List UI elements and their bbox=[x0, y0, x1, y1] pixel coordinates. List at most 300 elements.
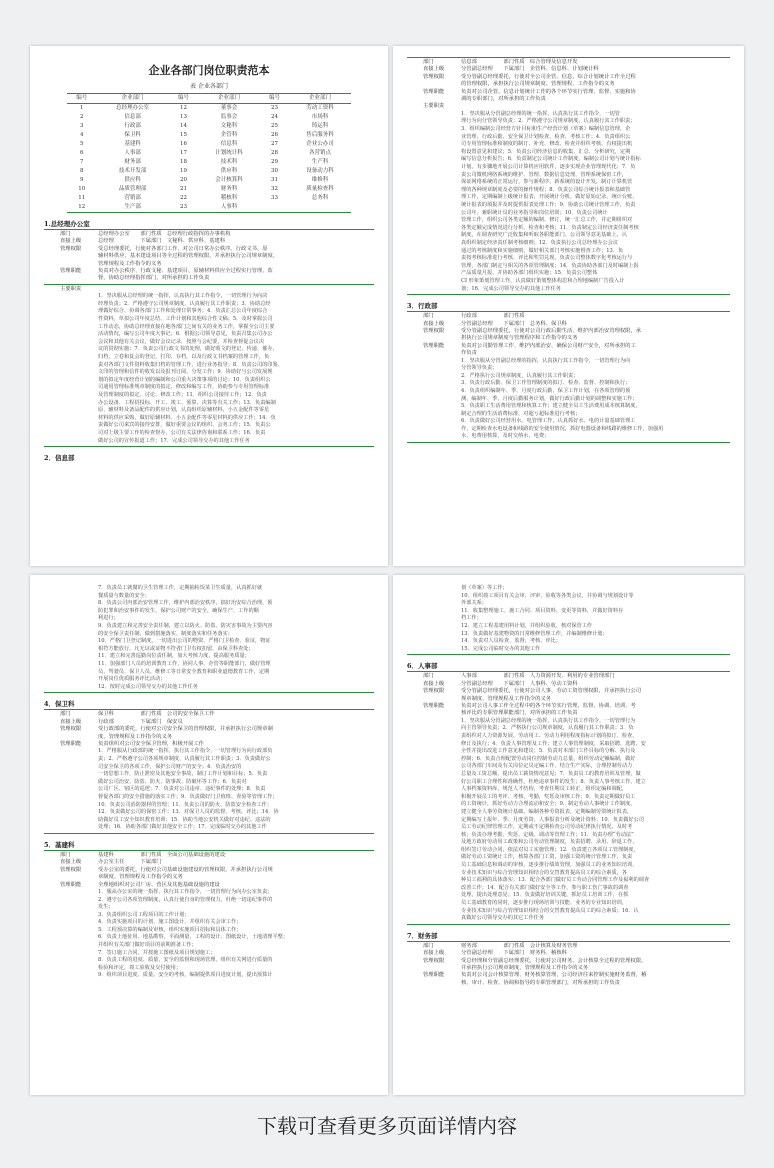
table-cell: 12 bbox=[180, 105, 188, 111]
text-line: 处理，提出处理意见；15．负责做好培训关键，抓好员工培训工作，在抓 bbox=[461, 892, 629, 899]
info-label: 管理权限 bbox=[423, 327, 445, 334]
text-line: 制定合理的生活消费标准，对超亏超标准进行考核； bbox=[461, 410, 581, 417]
info-value: 负责组织对公司安全保卫管理，积极开展工作 bbox=[98, 740, 204, 747]
text-line: 3．负责行政后勤、保卫工作管理制度的拟订、检查、监督、控制和执行； bbox=[461, 380, 631, 387]
table-cell: 保卫科 bbox=[124, 132, 141, 138]
table-row bbox=[67, 122, 351, 131]
info-label: 管理职能 bbox=[423, 702, 445, 709]
info-value: 行政部 下属部门 保安员 bbox=[98, 718, 183, 725]
text-line: 做好公司的宣传报道工作；17．完成公司领导交办的其他工作任务 bbox=[98, 437, 250, 444]
text-line: 防犯罪和治安事件的发生，保护公司财产的安全，确保生产、工作的顺 bbox=[98, 607, 259, 614]
table-cell: 33 bbox=[271, 195, 279, 201]
info-label bbox=[423, 350, 461, 357]
table-row bbox=[67, 104, 351, 114]
text-line: 专业技术知识与综合管理知识相结合的交替教育提高员工的综合素质，各 bbox=[461, 869, 628, 876]
text-line: 管理工作，组织公司各类定额的编制、修订，统一汇总工作，并定期组织对 bbox=[461, 217, 633, 224]
table-caption: 表 企业各部门 bbox=[190, 83, 228, 90]
text-line: 理工作，定期编制上级统计报表，开展统计分析，做好原始记录、统计台账、 bbox=[461, 194, 638, 201]
text-line: 分管领导负责； bbox=[461, 365, 498, 372]
text-line: 及管理制度的拟定、讨论、修改工作；11．组织公司接待工作；12．负责 bbox=[98, 391, 267, 398]
table-cell: 供应科 bbox=[124, 177, 141, 183]
table-cell: 信息科 bbox=[220, 141, 238, 147]
text-line: 7．签订施工合同，并按施工图纸及项目规划施工； bbox=[98, 949, 216, 956]
text-line: 2．遵守公司各项管理制度，认真行使自身的管理权力，杜绝一切违纪事件的 bbox=[98, 896, 273, 903]
text-line: 改善工作；14．配合有关部门做好安全等工作，参与职工伤亡事故的调查 bbox=[461, 884, 629, 891]
document-page-2 bbox=[393, 46, 744, 566]
table-row bbox=[67, 185, 351, 194]
text-line: 12．按时完成公司领导交办的其他工作任务 bbox=[98, 683, 198, 690]
table-cell: 文秘科 bbox=[220, 123, 238, 129]
text-line: 各类定额完成情况进行分析、检查和考核；11．负责制定公司经济责任制考核 bbox=[461, 224, 639, 231]
table-cell: 铸运科 bbox=[311, 123, 329, 129]
info-label: 管理权限 bbox=[423, 688, 445, 695]
text-line: 检验和评定，竣工验收及交付使用； bbox=[98, 964, 182, 971]
text-line: 管理，各部门制定与相关的各项管理制度；14．负责协助各部门及时编制上报 bbox=[461, 262, 639, 269]
table-cell: 企管科 bbox=[220, 132, 238, 138]
info-value: 负责对公司企管、信息计划统计工作的各个环节实行管理、监督、实施和协 bbox=[461, 88, 636, 95]
text-line: 员工劳动纪律管理工作，定期或不定期检查公司劳动纪律执行情况，及时考 bbox=[461, 824, 633, 831]
info-value: 负责对公司会计核算管理、财务核算管理，公司经济往来控制实施财务监督，稽 bbox=[461, 972, 647, 979]
info-label bbox=[60, 734, 98, 741]
duties-header bbox=[423, 103, 730, 110]
info-value: 作负责 bbox=[461, 350, 477, 357]
table-row bbox=[67, 140, 351, 149]
text-line: 编写信息分析报告；6．负责制定公司统计工作制度，编制公司计划与统计指标 bbox=[461, 156, 641, 163]
table-cell: 计划统计科 bbox=[215, 150, 243, 156]
table-cell: 15 bbox=[180, 132, 188, 138]
divider bbox=[407, 311, 730, 312]
text-line: 性资料，草拟公司年度总结、工作计划和其他综合性文稿；5．及时掌握公司 bbox=[98, 316, 273, 323]
table-cell: 董事会 bbox=[220, 105, 238, 111]
text-line: 15．完成公司临时交办的其他工作 bbox=[461, 645, 541, 652]
info-label: 管理职能 bbox=[423, 88, 445, 95]
info-value: 规章制度、管理规程及工作指令的义务 bbox=[461, 695, 552, 702]
text-line: 公司各部门车间及有关岗位定员定编工作，结合生产实际，合理控制劳动力 bbox=[461, 763, 633, 770]
divider bbox=[44, 229, 374, 230]
table-row bbox=[67, 176, 351, 185]
text-line: 人事档案资料库，规范人才结构，考查任期员工转正、组织定编和调配， bbox=[461, 786, 628, 793]
info-label: 管理权限 bbox=[60, 726, 82, 733]
info-value: 的管理权限，承担执行公司规章制度、管理规程、工作指令的义务 bbox=[461, 81, 615, 88]
info-label: 管理职能 bbox=[423, 972, 445, 979]
table-cell: 质量检查科 bbox=[306, 186, 334, 192]
info-label: 管理职能 bbox=[60, 268, 82, 275]
table-cell: 维修科 bbox=[311, 177, 329, 183]
text-line: 控制；6．负责合理配置劳动岗位控制劳动力总量，组织劳动定额编制，做好 bbox=[461, 755, 636, 762]
table-cell: 行政部 bbox=[124, 123, 141, 129]
info-block bbox=[60, 711, 374, 748]
text-line: 做好公司治安、防盗、防火、防事故、防破坏等工作；6．负责对 bbox=[98, 778, 247, 785]
info-value: 分管副总经理 下属部门 企管科、信息科、计划统计科 bbox=[461, 66, 599, 73]
section-heading: 3．行政部 bbox=[407, 302, 438, 311]
info-value: 调的专职部门，对所承担的工作负责 bbox=[461, 96, 546, 103]
table-cell: 18 bbox=[180, 159, 188, 165]
text-line: 责做好公司来宾的接待安排，做好重要会议的组织、会务工作；15．负责公 bbox=[98, 422, 271, 429]
table-cell: 14 bbox=[180, 123, 188, 129]
text-line: 保证网络系统的正常运行，参与新程序，新系统的设计开发，制订计算机管 bbox=[461, 179, 633, 186]
text-line: 专业技术知识与综合管理知识相结合的交替教育提高员工的综合素质；16．认 bbox=[461, 907, 639, 914]
text-line: 核；负责办理考勤、奖惩、定级、调动等管理工作；11．负责办理“劳动法” bbox=[461, 831, 634, 838]
info-block bbox=[60, 231, 374, 283]
info-value: 核评比的专职管理职能部门，对所承担的工作负责 bbox=[461, 710, 578, 717]
info-value: 基建科 部门性质 全面公司基础设施的建设 bbox=[98, 851, 226, 858]
info-value: 受分管副总经理委托，行使对全公司企管、信息、综合计划统计工作全过程 bbox=[461, 73, 636, 80]
info-value: 分管副总经理 下属部门 人事科、劳动工资科 bbox=[461, 680, 578, 687]
table-cell: 32 bbox=[271, 186, 279, 192]
info-label: 管理权限 bbox=[60, 866, 82, 873]
divider bbox=[44, 692, 374, 693]
text-line: 11．收集整理施工、施工合同、项目资料、变更等资料，并做好资料存 bbox=[461, 607, 624, 614]
section-heading: 7．财务部 bbox=[407, 931, 438, 940]
text-line: 1．坚决服从分管副总经理的统一指挥，认真执行其工作指令，一切管 bbox=[461, 110, 620, 117]
section-heading: 2．信息部 bbox=[44, 454, 75, 463]
text-line: 一切思想工作，防止泄密及其他安全事故，制订工作计划和目标；5．负责 bbox=[98, 771, 268, 778]
text-line: 议的贯彻实施；7．负责公司行政文书的处理，做好收文的登记、传递、催办、 bbox=[98, 346, 278, 353]
text-line: 真组织制定经济责任制考核细则；12．负责执行公司总经理办公会议 bbox=[461, 239, 619, 246]
text-line: 司对上级主要工作的检查督办，公司有关法律咨询和联系工作；16．负责 bbox=[98, 429, 266, 436]
text-line: 活动情况，编写公司年度大事记；6．根据公司领导意见，负责召集公司办公 bbox=[98, 331, 273, 338]
text-line: 发生； bbox=[98, 904, 114, 911]
section-heading: 1.总经理办公室 bbox=[44, 220, 90, 228]
text-line: 1．严格服从行政部的统一指挥，执行其工作指令，一切管理行为向行政部负 bbox=[98, 748, 273, 755]
duties-text bbox=[461, 718, 730, 923]
table-cell: 技术开发部 bbox=[118, 168, 147, 174]
table-cell: 8 bbox=[80, 168, 84, 174]
text-line: 做好劳动工资统计工作，核算各部门工资，加强工资的统计管理工作，负责 bbox=[461, 854, 633, 861]
text-line: 计划，有步骤地开展公司计算机应用软件，逐步实现企业管理现代化；7．负 bbox=[461, 164, 636, 170]
table-cell: 供应科 bbox=[220, 168, 238, 174]
duties-text bbox=[98, 293, 374, 445]
duties-text bbox=[461, 358, 730, 442]
table-cell: 基建科 bbox=[124, 141, 141, 147]
text-line: 7．负责员工就餐的卫生管理工作，定期抽检饭菜卫生质量，认真抓好就 bbox=[98, 585, 263, 591]
info-value: 受分管副总经理委托，行使对公司行政后勤生活、维护内部治安管理权限，承 bbox=[461, 327, 642, 334]
table-cell: 31 bbox=[271, 177, 279, 183]
divider bbox=[44, 446, 374, 447]
info-label bbox=[60, 275, 98, 282]
text-line: 5．负责职工生活费用管理和核算工作；建立健全员工生活费用成本核算制度， bbox=[461, 403, 641, 410]
text-line: CI 形象策划管理工作，认真做好策划整体构思和合理地编制广告投入计 bbox=[461, 277, 625, 284]
table-header-cell: 企业部门 bbox=[198, 94, 260, 104]
duties-label: 主要职责 bbox=[423, 103, 445, 110]
info-value: 受总经理委托，行使对各部门工作、对公司日常办公秩序、行政文书、原 bbox=[98, 245, 268, 252]
text-line: 5．工程预决算的编制及审核，组织实施项目招标和具体工作； bbox=[98, 926, 242, 933]
duties-text bbox=[98, 748, 374, 832]
text-line: 档工作； bbox=[461, 615, 482, 622]
info-label: 部门 bbox=[423, 313, 434, 320]
table-cell: 23 bbox=[271, 105, 279, 111]
text-line: 好公司职工合理性和准确性，杜绝违章事件的发生；8．负责人事考核工作，建立 bbox=[461, 778, 646, 785]
divider bbox=[44, 850, 374, 851]
text-line: 产品质量月报，并协助各部门组织实施；15．负责公司整体 bbox=[461, 270, 598, 277]
text-line: 划的拟定年度经营计划的编制和公司重大决策事项的讨论；10．负责组织公 bbox=[98, 376, 271, 383]
table-cell: 售后服务科 bbox=[306, 132, 334, 138]
text-line: 责；2．严格遵守公司各项规章制度，认真履行其工作职责；3．负责做好公 bbox=[98, 755, 271, 762]
info-label bbox=[60, 261, 98, 268]
text-line: 13．负责做好基建物资的日常维修管理工作，并编制维修计划； bbox=[461, 630, 608, 637]
info-label: 部门 bbox=[423, 59, 434, 65]
info-value: 行政部 部门性质 bbox=[461, 313, 525, 320]
table-cell: 财务科 bbox=[220, 186, 238, 192]
info-value: 负责对办公秩序、行政文秘、基建项目、原辅材料供应全过程实行管理、监 bbox=[98, 268, 273, 275]
info-label: 直接上级 bbox=[60, 859, 82, 866]
info-label: 部门 bbox=[423, 673, 434, 680]
document-page-4 bbox=[393, 575, 744, 1095]
info-label: 部门 bbox=[60, 231, 71, 237]
text-line: 构设置意见和建议；5．负责公司经济信息的收集、汇总、分析研究，定期 bbox=[461, 148, 631, 155]
table-cell: 生产部 bbox=[124, 204, 141, 210]
info-label: 部门 bbox=[60, 711, 71, 718]
table-cell: 劳动工资科 bbox=[306, 105, 334, 111]
info-value: 保卫科 部门性质 公司的安全保卫工作 bbox=[98, 711, 215, 718]
info-value: 办公室主任 下属部门 bbox=[98, 859, 162, 866]
info-value: 管理规程及工作指令的义务 bbox=[98, 260, 162, 267]
table-cell: 各营销点 bbox=[309, 150, 332, 156]
text-line: 3．负责组织公司工程项目的工作计划； bbox=[98, 911, 190, 918]
text-line: 10．组织竣工项目有关会审、评审、验收等各类会议，并协调与规划设计等 bbox=[461, 592, 634, 599]
text-line: 责组织对人力资源发展、劳动用工、劳动力利用程度指标计划的拟订、检查、 bbox=[461, 732, 638, 739]
info-label: 直接上级 bbox=[423, 680, 445, 687]
table-cell bbox=[260, 203, 289, 213]
info-value: 担执行公司规章制度与管理程序和工作指令的义务 bbox=[461, 335, 578, 342]
table-header-cell: 编号 bbox=[169, 94, 198, 104]
text-line: 6．负责土地征用、地基勘察，平面测量，工程的设计、图纸设计，土地清理平整； bbox=[98, 934, 289, 941]
table-cell: 16 bbox=[180, 141, 188, 147]
table-cell: 品质管理部 bbox=[118, 186, 147, 192]
divider bbox=[407, 294, 730, 295]
table-cell: 总经理办公室 bbox=[116, 105, 150, 111]
info-value: 总经理办公室 部门性质 总经理行政指挥的办事机构 bbox=[98, 231, 231, 237]
table-cell: 10 bbox=[78, 186, 86, 192]
text-line: 司专用管理标准和制度的制订、补充、修改、检查并组织考核，有权提出机 bbox=[461, 141, 633, 148]
table-cell: 4 bbox=[80, 132, 84, 138]
text-line: 助做好员工安全知识教育培训；15．协助当地公安机关做好对违纪、违法的 bbox=[98, 816, 271, 823]
table-cell: 2 bbox=[80, 114, 84, 120]
table-cell: 会计核算科 bbox=[215, 177, 243, 183]
info-label: 管理权限 bbox=[423, 73, 445, 80]
text-line: 理行为向分管领导负责；2．严格遵守公司规章制度，认真履行其工作职责； bbox=[461, 118, 636, 125]
text-line: 修订及执行；4．负责人事管理及工作；建立人事管理制度，采取招聘、选聘、安 bbox=[461, 740, 646, 747]
text-line: 的工资统计，抓好劳动力合理流动和安全；9．制定劳动人事统计工作制度， bbox=[461, 801, 636, 808]
text-line: 材料的供应采购，做好原辅材料、小五金配件等零星材料的供应工作；14．负 bbox=[98, 414, 276, 421]
divider bbox=[44, 833, 374, 834]
text-line: 12．建立工程基建用料计划，并组织验收、核对保管工作 bbox=[461, 622, 593, 629]
text-line: 原、辅材料及备品配件的供应计划，认真组织原辅材料，小五金配件等零星 bbox=[98, 407, 270, 414]
info-value: 度、管理规程及工作指令的义务 bbox=[98, 733, 173, 740]
text-line: 司通用管理标准规章制度的拟定、修改和编写工作，协助参与专用管理标准 bbox=[98, 384, 270, 391]
info-value: 负责对公司勤管理工作、维护内部治安、确保公司财产安全，对所承担的工 bbox=[461, 342, 636, 349]
text-line: 真做好公司领导交办的其它工作任务 bbox=[461, 915, 545, 922]
text-line: 1．服从办公室的统一指挥，执行其工作指令，一切管理行为向办公室负责； bbox=[98, 888, 273, 895]
info-label bbox=[423, 696, 461, 703]
text-line: 水、电费用核算，及时交纳水、电费； bbox=[461, 433, 550, 440]
text-line: 3．组织编制公司经营方针目标和生产经营计划（草案）编制信息管理、企 bbox=[461, 126, 631, 133]
table-cell: 17 bbox=[180, 150, 188, 156]
table-cell: 19 bbox=[180, 168, 188, 174]
text-line: 作，定期检查水电设备和线路的安全使用情况，抓好电器设备和线路的维修工作，加强用 bbox=[461, 425, 664, 432]
info-block bbox=[423, 943, 730, 987]
text-line: 9．负责建立和完善安全责任制，建立以防火、防盗、防灾害事故为主要内容 bbox=[98, 622, 273, 629]
text-line: 建立健全人事劳资统计基础，编制各种劳资报表，定期编制劳资统计报表， bbox=[461, 808, 633, 815]
table-header-cell: 企业部门 bbox=[289, 94, 351, 104]
info-value: 信息部 部门性质 综合管理及信息开发 bbox=[461, 59, 578, 65]
text-line: 划（草案）等工作； bbox=[461, 585, 508, 591]
duties-text bbox=[98, 585, 374, 691]
info-label: 部门 bbox=[60, 851, 71, 858]
table-cell: 11 bbox=[78, 195, 86, 201]
info-block bbox=[423, 673, 730, 717]
table-cell: 1 bbox=[80, 105, 84, 111]
text-line: 14．负责对人员检查、监督、考核、评比； bbox=[461, 638, 561, 645]
text-line: 8．负责公司内部治安管理工作，维护内部治安秩序，搞好治安综合治理，预 bbox=[98, 600, 273, 607]
table-row bbox=[67, 158, 351, 167]
info-label: 管理权限 bbox=[423, 957, 445, 964]
text-line: 餐质量与数量的安全； bbox=[98, 592, 150, 599]
text-line: 6．负责做好公司经营用水、电管理工作，认真抓好水、电的计量基础管理工 bbox=[461, 418, 636, 425]
table-cell: 30 bbox=[271, 168, 279, 174]
text-line: 责按考核标准进行考核、评比和奖罚兑现，负责公司整体数字化考核运行与 bbox=[461, 255, 633, 262]
table-cell: 29 bbox=[271, 159, 279, 165]
table-cell: 监事会 bbox=[220, 114, 238, 120]
table-cell: 7 bbox=[80, 159, 84, 165]
duties-text bbox=[461, 111, 730, 293]
table-cell: 20 bbox=[180, 177, 188, 183]
department-index-table bbox=[67, 93, 351, 213]
table-cell: 22 bbox=[180, 195, 188, 201]
text-line: 10．严格门卫登记制度，一切进出公司的物资、严格门卫检查、验证，物证 bbox=[98, 638, 271, 645]
text-line: 的安全保卫责任制，做到措施落实、制度落实和任务落实； bbox=[98, 630, 233, 637]
info-label bbox=[60, 874, 98, 881]
download-more-prompt[interactable]: 下载可查看更多页面详情内容 bbox=[257, 1114, 517, 1138]
text-line: 1．坚决服从分管副总经理的指挥，认真执行其工作指令，一切管理行为向 bbox=[461, 357, 631, 364]
table-row bbox=[67, 113, 351, 122]
document-page-1 bbox=[30, 46, 388, 566]
table-header-cell: 编号 bbox=[67, 94, 96, 104]
info-value: 核、审计、检查、协调和指导的专职管理部门，对所承担的工作负责 bbox=[461, 979, 620, 986]
section-heading: 5．基建科 bbox=[44, 840, 75, 849]
info-label: 直接上级 bbox=[60, 718, 82, 725]
info-value: 财务部 部门性质 会计核算及财务管理 bbox=[461, 942, 578, 949]
table-cell: 27 bbox=[271, 141, 279, 147]
table-cell: 23 bbox=[180, 204, 188, 210]
table-cell: 市场科 bbox=[311, 114, 329, 120]
table-cell: 24 bbox=[271, 114, 279, 120]
text-line: 种员工福利的具体落实；13．配合各部门做好员工劳动合同管理工作及福利的调查 bbox=[461, 877, 650, 884]
divider bbox=[407, 654, 730, 655]
info-label bbox=[423, 710, 461, 717]
info-value: 全理地组织对公司厂房、营区及其他基础设施的建设 bbox=[98, 881, 220, 888]
text-line: 责对各部门文件资料收集归档的管理工作，进行业务指导；8．负责公司的印鉴、 bbox=[98, 361, 283, 368]
table-cell: 生产科 bbox=[311, 159, 329, 165]
info-label: 管理职能 bbox=[423, 342, 445, 349]
divider bbox=[44, 284, 374, 285]
info-value: 章制度、管理规程及工作指令的义务 bbox=[98, 874, 183, 881]
info-label bbox=[423, 335, 461, 342]
text-line: 4．负责实施项目的计划、施工图设计，并组织有关会审工作； bbox=[98, 919, 242, 926]
divider bbox=[407, 57, 730, 58]
text-line: 4．负责组织编制年、季、月度行政后勤、保卫工作计划，在各项管理的预 bbox=[461, 387, 631, 394]
table-cell: 营销部 bbox=[124, 195, 141, 201]
section-heading: 4．保卫科 bbox=[44, 700, 75, 709]
text-line: 测、编制年、季、月度后勤服务计划，做好行政后勤计划的调整和实施工作； bbox=[461, 395, 638, 402]
text-line: 及地方政府劳动用工政策和公司劳动管理制度，负责招聘、录用、辞退工作， bbox=[461, 839, 638, 846]
text-line: 制度，在调查研究广泛收集和听取各职能部门、公司领导意见基础上，认 bbox=[461, 232, 628, 239]
table-cell: 财务部 bbox=[124, 159, 141, 165]
text-line: 外部关系； bbox=[461, 600, 487, 607]
table-cell: 5 bbox=[80, 141, 84, 147]
table-cell: 25 bbox=[271, 123, 279, 129]
text-line: 相符方能放行，凡无证或证物不符者门卫有权扣留，由保卫科查处； bbox=[98, 645, 254, 652]
duties-label: 主要职责 bbox=[60, 285, 82, 292]
text-line: 员工基础教育的同时，逐步推行现场培训与技能、业务的专业知识培训， bbox=[461, 900, 628, 907]
info-value: 受行政部的委托，行使对公司安全保卫的管理权限，并承担执行公司规章制 bbox=[98, 726, 273, 733]
table-cell: 人事科 bbox=[220, 204, 238, 210]
table-header-cell: 企业部门 bbox=[96, 94, 168, 104]
document-page-3 bbox=[30, 575, 388, 1095]
info-label: 管理职能 bbox=[60, 740, 82, 747]
info-value: 人事部 部门性质 人力资源开发、利用的专业管理部门 bbox=[461, 673, 615, 680]
text-line: 总量及工资总额，提出员工薪资情况意见；7．负责员工的教育培训及管理，做 bbox=[461, 770, 641, 777]
text-line: 划；16．完成公司领导交办的其他工作任务 bbox=[461, 285, 561, 292]
table-row bbox=[67, 167, 351, 176]
info-value: 受总经理和分管副总经理委托，行使对公司财务、会计核算全过程的管理权限， bbox=[461, 957, 647, 964]
table-cell: 人事部 bbox=[124, 150, 141, 156]
table-cell: 21 bbox=[180, 186, 188, 192]
table-row bbox=[67, 203, 351, 213]
text-line: 统计报表的填报并及时提供报表处理工作；9．协助公司统计管理工作，负责 bbox=[461, 201, 636, 208]
text-line: 开展岗位优质服务评比活动； bbox=[98, 676, 166, 683]
table-cell: 28 bbox=[271, 150, 279, 156]
info-block bbox=[60, 852, 374, 889]
info-value: 负责对公司人事工作全过程中的各个环节实行管理、监督、协调、培训、考 bbox=[461, 702, 636, 709]
text-line: 会议和其他有关会议，做好会议记录，按照与会纪要，并检查督促会议决 bbox=[98, 338, 265, 345]
table-cell: 信息部 bbox=[124, 114, 141, 120]
text-line: 理做好综合、协调各部门工作和处理日常事务；4．负责汇总公司年度综合 bbox=[98, 308, 268, 315]
info-value: 督，协助总经理指挥部门，对所承担的工作负责 bbox=[98, 275, 210, 282]
text-line: 责公司微机网络系统的维护、管理、数据信息处理，管理系统保密工作， bbox=[461, 171, 628, 178]
text-line: 归档，立卷和复会的登记、打印、存档，以及行政文书档案的管理工作，负 bbox=[98, 354, 270, 360]
text-line: 向主管领导负责；2．严格执行公司规章制度，认真履行其工作职责；3．负 bbox=[461, 725, 634, 732]
text-line: 11．建立和完善巡勤岗位责任制，加大考核力度，提高服务质量； bbox=[98, 653, 250, 660]
table-cell: 企业公办司 bbox=[306, 141, 334, 147]
table-cell bbox=[289, 203, 351, 213]
text-line: 1．坚决服从分管副总经理的统一指挥，认真执行其工作指令，一切管理行为 bbox=[461, 717, 636, 724]
info-label: 管理权限 bbox=[60, 245, 82, 252]
info-label: 直接上级 bbox=[423, 66, 445, 73]
info-label bbox=[423, 980, 461, 987]
info-label: 部门 bbox=[423, 942, 434, 949]
info-value: 并承担执行公司规章制度、管理规程及工作指令的义务 bbox=[461, 965, 589, 972]
table-cell: 26 bbox=[271, 132, 279, 138]
info-label: 直接上级 bbox=[423, 950, 445, 957]
text-line: 8．负责工程的进度、质量、安全的监督和现场管理，组织有关网进行质量的 bbox=[98, 957, 273, 964]
text-line: 办公设备、工程招投标、开工、竣工、预算、决算等有关工作；13．负责编制 bbox=[98, 399, 276, 406]
table-cell: 稽核科 bbox=[220, 195, 238, 201]
text-line: 理的各种规章制度及必要的操作规程；8．负责公司综合统计报表和基础管 bbox=[461, 186, 631, 193]
table-row bbox=[67, 194, 351, 203]
table-cell: 设备动力科 bbox=[306, 168, 334, 174]
info-value: 辅材料供应、基本建设项目等全过程的管理权限，并承担执行公司规章制度、 bbox=[98, 253, 279, 260]
text-line: 员工基础信息和调动的审核，逐步推行绩效管理，加强员工的业务知识培训， bbox=[461, 862, 638, 869]
table-row bbox=[67, 149, 351, 158]
text-line: 12．负责做好公司的保密工作；13．对保卫人员的监督、考核、评比；14．协 bbox=[98, 809, 279, 816]
info-label: 直接上级 bbox=[60, 238, 82, 245]
table-cell: 12 bbox=[78, 204, 86, 210]
info-block bbox=[423, 313, 730, 357]
text-line: 全性并提出改进工作意见和建议；5．负责对本部门工作目标的分解、执行及 bbox=[461, 748, 636, 755]
text-line: 2．严格执行公司规章制度，认真履行其工作职责； bbox=[461, 372, 579, 379]
text-line: 并组织有关部门做好项目的前期准备工作； bbox=[98, 942, 197, 949]
